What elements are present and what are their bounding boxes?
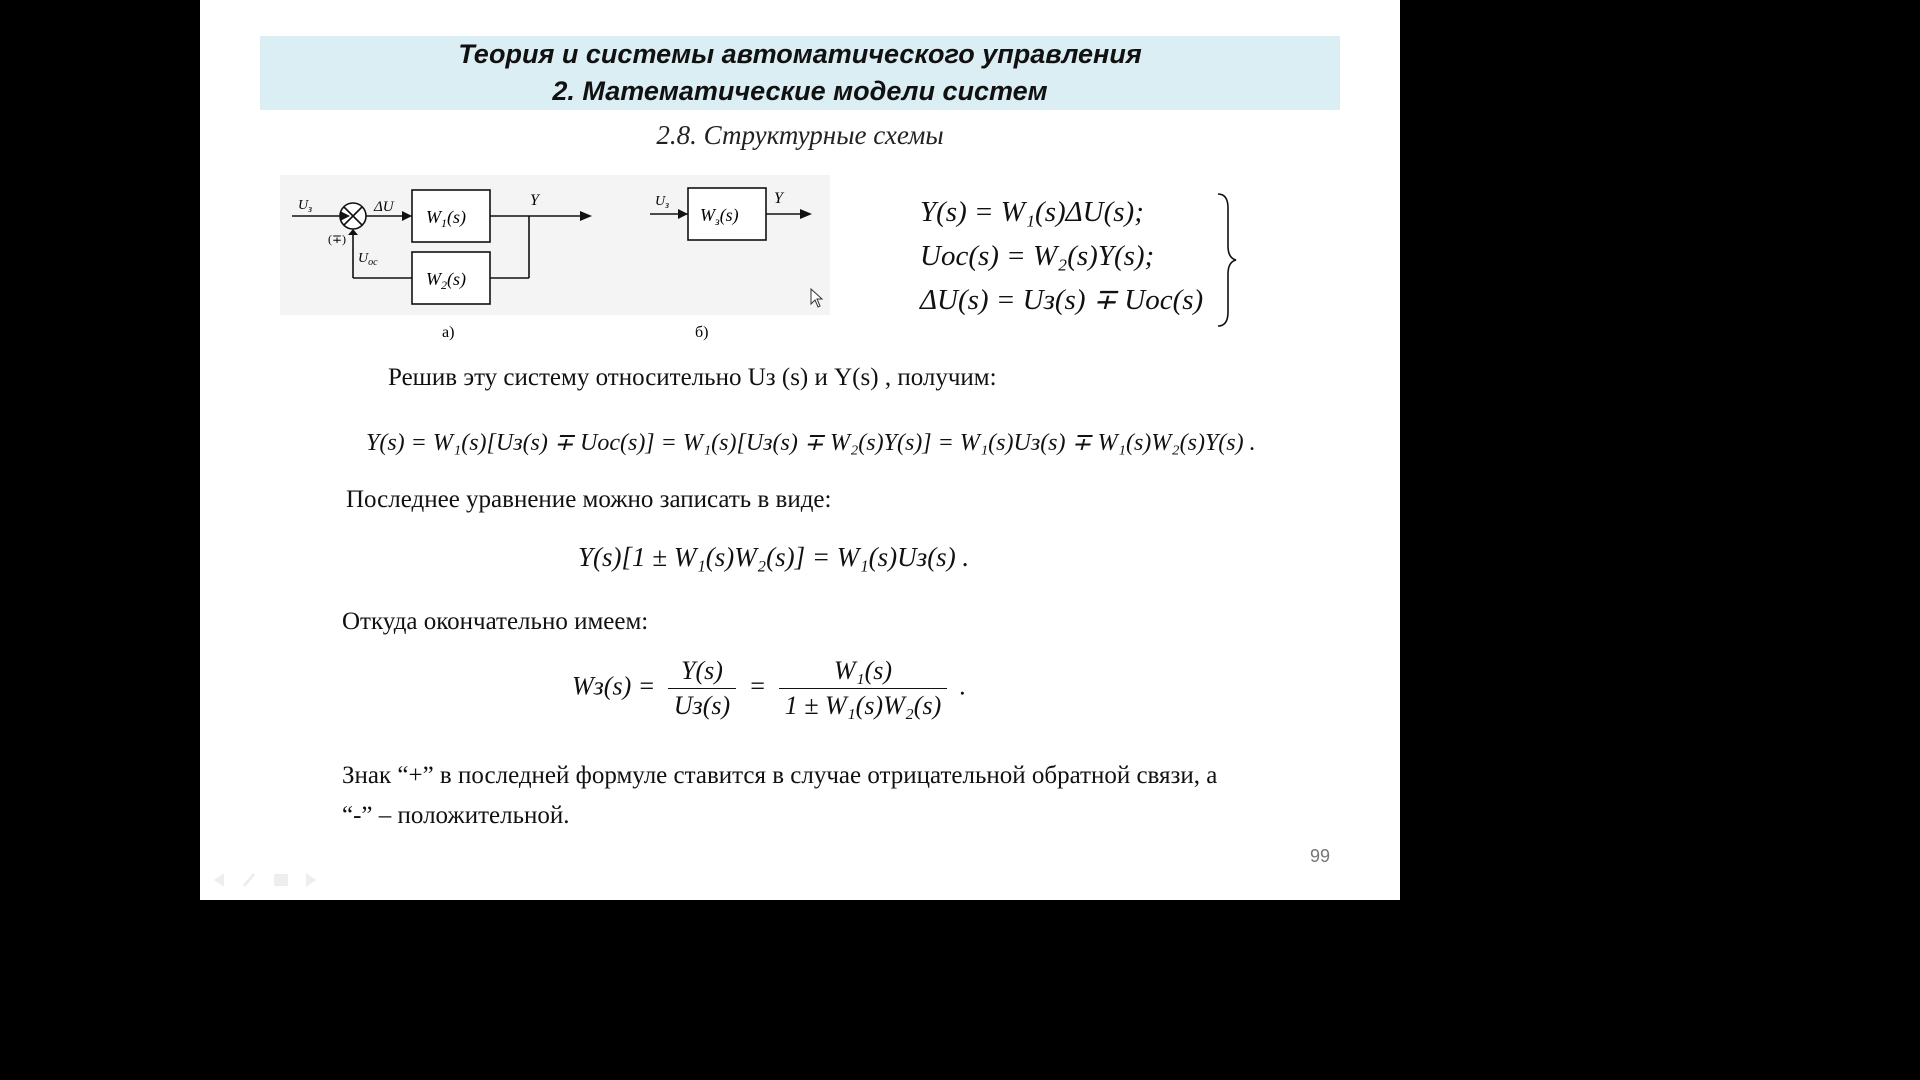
slide-title-line1: Теория и системы автоматического управления	[458, 39, 1142, 69]
fraction-1-denominator: Uз(s)	[673, 691, 731, 720]
fraction-2-denominator: 1 ± W₁(s)W₂(s)	[784, 691, 942, 720]
block-diagrams	[280, 175, 830, 345]
system-eq3: ΔU(s) = Uз(s) ∓ Uoc(s)	[920, 284, 1204, 316]
paragraph-sign-line2: “-” – положительной.	[342, 802, 570, 829]
pen-icon[interactable]	[244, 874, 254, 886]
diagram-a-sum-sign: (∓)	[328, 232, 347, 246]
block-w2-label: $W_2(s)$	[426, 269, 466, 292]
fraction-1-numerator: Y(s)	[668, 656, 736, 689]
slide	[200, 0, 1400, 900]
diagram-a-feedback-label: $U_{oc}$	[358, 251, 378, 268]
diagram-a-input-label: $U_з$	[298, 198, 313, 215]
equation-system	[920, 190, 1280, 330]
block-w1-label: $W_1(s)$	[426, 207, 466, 230]
mouse-cursor-icon	[810, 288, 824, 308]
slide-subtitle: 2.8. Структурные схемы	[656, 120, 944, 150]
paragraph-rewrite: Последнее уравнение можно записать в виде:	[346, 486, 832, 513]
equation-mid: Y(s)[1 ± W₁(s)W₂(s)] = W₁(s)Uз(s) .	[578, 542, 970, 572]
diagram-a-caption: а)	[442, 324, 455, 341]
system-brace	[1210, 190, 1240, 330]
slides-menu-icon[interactable]	[274, 874, 288, 886]
fraction-1	[668, 656, 736, 721]
diagram-a-error-label: ΔU	[374, 199, 394, 215]
paragraph-solve: Решив эту систему относительно Uз (s) и Y(s) , получим:	[388, 364, 997, 391]
diagram-b-caption: б)	[695, 324, 709, 341]
equation-final	[572, 656, 966, 721]
final-period: .	[959, 671, 967, 701]
page-number: 99	[1309, 846, 1330, 866]
final-lhs: Wз(s) =	[572, 671, 656, 701]
final-equals: =	[748, 671, 767, 701]
slide-title-line2: 2. Математические модели систем	[552, 76, 1048, 106]
fraction-2	[779, 656, 948, 721]
slideshow-nav	[210, 870, 330, 890]
block-w3-label: $W_з(s)$	[700, 205, 739, 228]
slide-header	[260, 36, 1340, 110]
paragraph-finally: Откуда окончательно имеем:	[342, 608, 649, 635]
equation-long: Y(s) = W₁(s)[Uз(s) ∓ Uoc(s)] = W₁(s)[Uз(s) ∓ W₂(s)Y(s)] = W₁(s)Uз(s) ∓ W₁(s)W₂(s)Y(s) .	[366, 430, 1256, 456]
diagram-b-input-label: $U_з$	[655, 194, 670, 211]
next-slide-icon[interactable]	[306, 873, 316, 887]
prev-slide-icon[interactable]	[214, 873, 224, 887]
fraction-2-numerator: W₁(s)	[779, 656, 948, 689]
paragraph-sign-line1: Знак “+” в последней формуле ставится в случае отрицательной обратной связи, а	[342, 762, 1218, 789]
system-eq2: Uoc(s) = W₂(s)Y(s);	[920, 240, 1155, 272]
diagram-a-output-label: Y	[530, 192, 539, 209]
diagram-b-output-label: Y	[774, 190, 783, 207]
system-eq1: Y(s) = W₁(s)ΔU(s);	[920, 196, 1144, 228]
